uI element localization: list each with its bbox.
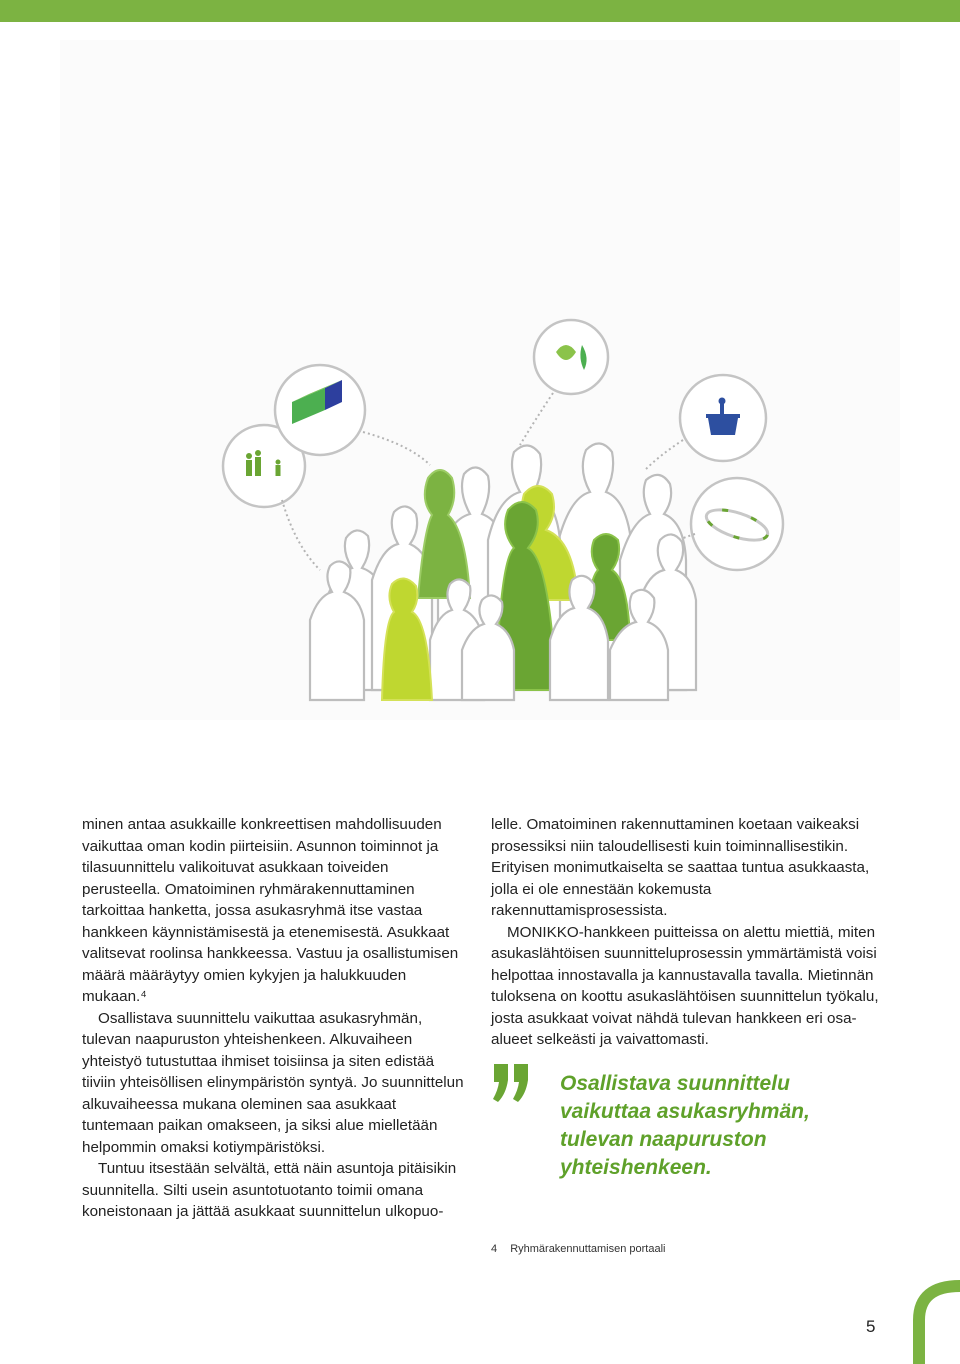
pull-quote-line: yhteishenkeen. bbox=[560, 1156, 712, 1179]
quote-mark-icon bbox=[492, 1060, 532, 1106]
left-paragraph-1: minen antaa asukkaille konkreettisen mahdollisuuden vaikuttaa oman kodin piirteisiin. Asunnon toiminnot ja tilasuunnittelu valikoituvat asukkaan toiveiden perusteella. Omatoiminen ryhmärakennuttaminen tarkoittaa hanketta, jossa asukasryhmä itse vastaa hankkeen käynnistämisestä ja etenemisestä. Asukkaat valitsevat roolinsa hankkeessa. Vastuu ja osallistumisen määrä määräytyy omien kykyjen ja halukkuuden mukaan.⁴ bbox=[82, 816, 459, 1005]
left-paragraph-2: Osallistava suunnittelu vaikuttaa asukasryhmän, tulevan naapuruston yhteishenkeen. Alkuvaiheen yhteistyö tutustuttaa ihmiset toisiinsa ja siten edistää tiiviin yhteisöllisen elinympäristön syntyä. Jo suunnittelun alkuvaiheessa mukana oleminen saa asukkaat tuntemaan paikan omakseen, ja siksi alue mielletään helpommin omaksi kotiympäristöksi. bbox=[82, 1009, 464, 1156]
pull-quote bbox=[560, 1070, 900, 1182]
footnote-number: 4 bbox=[491, 1243, 498, 1255]
footnote-text: Ryhmärakennuttamisen portaali bbox=[510, 1243, 666, 1255]
corner-accent bbox=[905, 1280, 960, 1364]
ring-icon-bubble bbox=[691, 478, 783, 570]
pull-quote-line: vaikuttaa asukasryhmän, bbox=[560, 1100, 810, 1123]
page-number: 5 bbox=[866, 1317, 876, 1336]
pull-quote-line: Osallistava suunnittelu bbox=[560, 1072, 790, 1095]
body-left-column bbox=[82, 814, 470, 1223]
pull-quote-line: tulevan naapuruston bbox=[560, 1128, 767, 1151]
right-paragraph-1: lelle. Omatoiminen rakennuttaminen koetaan vaikeaksi prosessiksi niin taloudellisesti kuin toiminnallisestikin. Erityisen monimutkaiselta se saattaa tuntua asukkaasta, jolla ei ole ennestään kokemusta rakennuttamisprosessista. bbox=[491, 816, 870, 919]
footnote bbox=[491, 1243, 666, 1255]
right-paragraph-2: MONIKKO-hankkeen puitteissa on alettu miettiä, miten asukaslähtöisen suunnitteluprosessin ymmärtämistä voisi helpottaa innostavalla ja kannustavalla tavalla. Mietinnän tuloksena on koottu asukaslähtöisen suunnittelun työkalu, josta asukkaat voivat nähdä tulevan hankkeen eri osa-alueet selkeästi ja vaivattomasti. bbox=[491, 923, 879, 1048]
left-paragraph-3: Tuntuu itsestään selvältä, että näin asuntoja pitäisikin suunnitella. Silti usein asuntotuotanto toimii omana koneistonaan ja jättää asukkaat suunnittelun ulkopuo- bbox=[82, 1160, 457, 1220]
body-right-column bbox=[491, 814, 883, 1051]
